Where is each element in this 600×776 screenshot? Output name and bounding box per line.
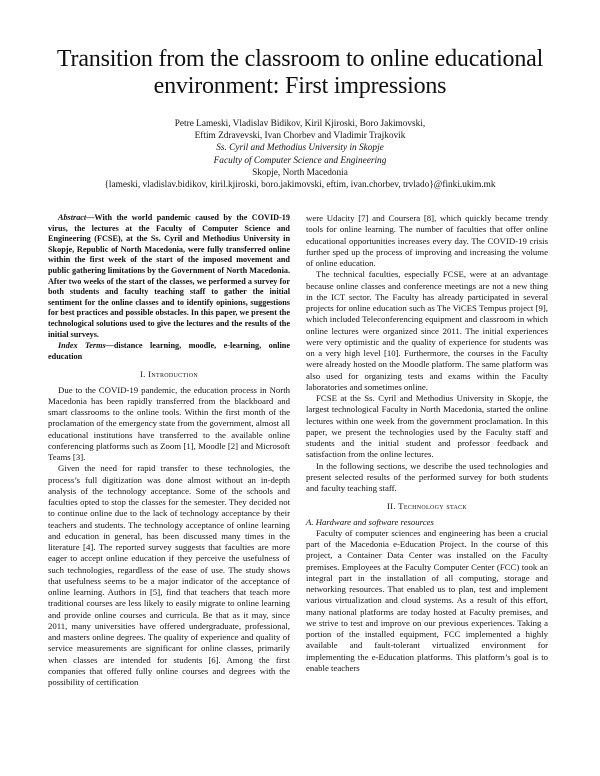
intro-paragraph-3: The technical faculties, especially FCSE, were at an advantage because online classes and conference meetings are not a new thing in the ICT sector. The Faculty has already participated in several projects for online education such as The ViCES Tempus project [9], which included Teleconferencing equipment and classroom in which online lectures were organized since 2011. The initial experiences were very optimistic and the quality of experience for students was on a very high level [10]. Furthermore, the courses in the Faculty were already hosted on the Moodle platform. The same platform was also used for organizing tests and exams within the Faculty laboratories and sometimes online. [306,269,548,392]
affiliation-location: Skopje, North Macedonia [252,167,348,178]
index-terms [48,341,290,362]
index-terms-text: —distance learning, moodle, e-learning, online education [48,341,290,361]
author-names-line-1: Petre Lameski, Vladislav Bidikov, Kiril Kjiroski, Boro Jakimovski, [174,119,426,129]
affiliation-faculty: Faculty of Computer Science and Engineering [213,155,387,166]
index-terms-label: Index Terms [58,341,106,351]
right-column [306,213,548,674]
author-names-line-2: Eftim Zdravevski, Ivan Chorbev and Vladimir Trajkovik [194,131,406,142]
abstract [48,213,290,340]
abstract-text: —With the world pandemic caused by the COVID-19 virus, the lectures at the Faculty of Computer Science and Engineering (FCSE), at the Ss. Cyril and Methodius University in Skopje, Republic of North Macedonia, were fully transferred online within the first week of the start of the imposed movement and public gathering limitations by the Government of North Macedonia. After two weeks of the start of the classes, we performed a survey for both students and faculty teaching staff to gather the initial sentiment for the online classes and to identify opinions, suggestions for best practices and possible obstacles. In this paper, we present the technological solutions used to give the lectures and the results of the initial surveys. [48,213,290,339]
subsection-heading-hardware-software: A. Hardware and software resources [306,516,434,527]
intro-paragraph-1: Due to the COVID-19 pandemic, the education process in North Macedonia has been rapidly transferred from the blackboard and smart classrooms to the online tools. Within the first month of the proclamation of the emergency state from the government, almost all educational institutions have transferred to the available online conferencing platforms such as Zoom [1], Moodle [2] and Microsoft Teams [3]. [48,384,290,463]
author-block [60,118,540,191]
author-emails: {lameski, vladislav.bidikov, kiril.kjiroski, boro.jakimovski, eftim, ivan.chorbev, trvlado}@finki.ukim.mk [104,180,496,191]
affiliation-university: Ss. Cyril and Methodius University in Skopje [216,143,384,154]
intro-paragraph-2-continued: were Udacity [7] and Coursera [8], which quickly became trendy tools for online learning. The number of faculties that offer online educational opportunities increases every day. The COVID-19 crisis further sped up the process of improving and increasing the volume of online education. [306,213,548,268]
section-heading-introduction: I. Introduction [139,369,199,380]
intro-paragraph-5: In the following sections, we describe the used technologies and present selected results of the performed survey for both students and faculty teaching staff. [306,460,548,493]
title-line-2: environment: First impressions [153,73,447,99]
section-heading-technology-stack: II. Technology stack [386,501,468,512]
intro-paragraph-4: FCSE at the Ss. Cyril and Methodius University in Skopje, the largest technological Faculty in North Macedonia, started the online lectures within one week from the government proclamation. In this paper, we present the technologies used by the Faculty staff and students and the initial student and professor feedback and satisfaction from the online lectures. [306,393,548,460]
tech-paragraph-1: Faculty of computer sciences and engineering has been a crucial part of the Macedonia e-Education Project. In the course of this project, a Container Data Center was installed on the Faculty premises. Employees at the Faculty Computer Center (FCC) took an integral part in the installation of all computing, storage and networking resources. That enabled us to plan, test and implement various virtualization and cloud systems. As a result of this effort, many national platforms are today hosted at Faculty premises, and we strive to test and improve on our previous experiences. Taking a portion of the installed equipment, FCC implemented a highly available and fault-tolerant virtualized environment for implementing the e-Education platforms. This platform’s goal is to enable teachers [306,527,548,673]
paper-title [40,46,560,100]
title-line-1: Transition from the classroom to online educational [56,46,544,72]
intro-paragraph-2: Given the need for rapid transfer to these technologies, the process’s full digitization was done almost without an in-depth analysis of the technology acceptance. Some of the schools and faculties opted to stop the classes for the semester. They decided not to continue online due to the lack of technology acceptance by their teachers and students. The technology acceptance of online learning and education in general, has been discussed many times in the literature [4]. The reported survey suggests that faculties are more eager to accept online education if they perceive the usefulness of such technologies, regardless of the ease of use. The study shows that usefulness seems to be a major indicator of the acceptance of online learning. Authors in [5], find that teachers that teach more traditional courses are less likely to easily migrate to online learning and provide online courses and curricula. Be that as it may, since 2011, many universities have offered undergraduate, professional, and masters online degrees. The quality of experience and quality of service measurements are significant for online classes, primarily when classes are intended for students [6]. Among the first companies that offered fully online courses and degrees with the possibility of certification [48,463,290,688]
abstract-label: Abstract [58,213,87,222]
left-column [48,213,290,688]
